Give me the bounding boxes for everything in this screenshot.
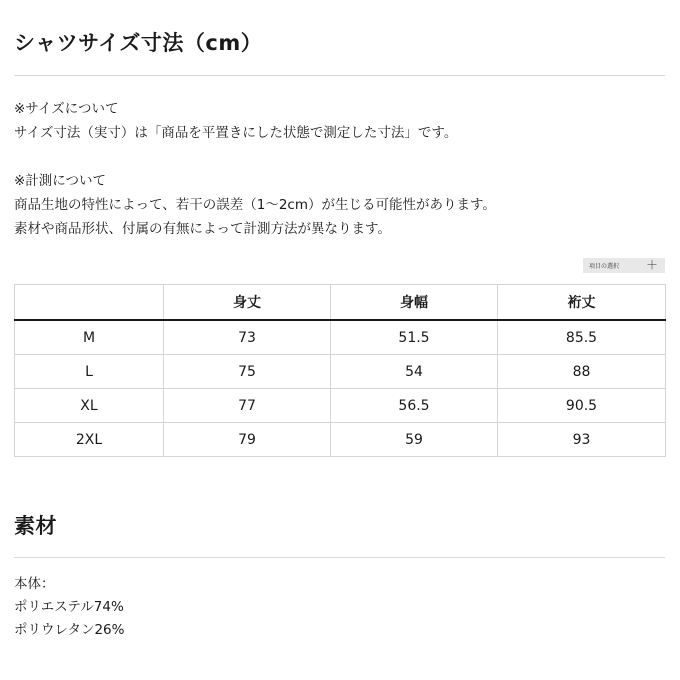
body-length-cell: 79 xyxy=(164,423,331,457)
note-line-measure-error: 商品生地の特性によって、若干の誤差（1〜2cm）が生じる可能性があります。 xyxy=(14,197,496,213)
table-header-row xyxy=(15,285,666,321)
table-row xyxy=(15,320,666,355)
body-length-cell: 75 xyxy=(164,355,331,389)
note-line-size-description: サイズ寸法（実寸）は「商品を平置きにした状態で測定した寸法」です。 xyxy=(14,125,458,141)
material-polyester: ポリエステル74% xyxy=(14,599,124,615)
note-line-measure-method: 素材や商品形状、付属の有無によって計測方法が異なります。 xyxy=(14,221,391,237)
select-columns-label: 項目の選択 xyxy=(589,263,620,270)
material-list xyxy=(14,573,124,642)
body-length-cell: 77 xyxy=(164,389,331,423)
size-table xyxy=(14,284,666,457)
size-cell: XL xyxy=(15,389,164,423)
plus-icon: ＋ xyxy=(645,258,658,272)
body-width-cell: 54 xyxy=(331,355,498,389)
note-line-spacer xyxy=(14,145,496,169)
size-cell: M xyxy=(15,320,164,355)
body-width-cell: 59 xyxy=(331,423,498,457)
size-section-title: シャツサイズ寸法（cm） xyxy=(14,31,263,55)
select-columns-button[interactable] xyxy=(583,258,665,273)
header-sleeve-length: 裄丈 xyxy=(498,285,666,321)
table-row xyxy=(15,389,666,423)
header-size xyxy=(15,285,164,321)
size-cell: L xyxy=(15,355,164,389)
table-row xyxy=(15,355,666,389)
sleeve-length-cell: 85.5 xyxy=(498,320,666,355)
size-section-divider xyxy=(14,75,665,76)
note-line-measure-heading: ※計測について xyxy=(14,173,107,189)
size-notes xyxy=(14,97,496,241)
header-body-width: 身幅 xyxy=(331,285,498,321)
sleeve-length-cell: 93 xyxy=(498,423,666,457)
body-width-cell: 56.5 xyxy=(331,389,498,423)
size-cell: 2XL xyxy=(15,423,164,457)
material-section-title: 素材 xyxy=(14,514,57,538)
material-body-label: 本体： xyxy=(14,576,55,592)
material-polyurethane: ポリウレタン26% xyxy=(14,622,125,638)
material-section-divider xyxy=(14,557,665,558)
header-body-length: 身丈 xyxy=(164,285,331,321)
table-row xyxy=(15,423,666,457)
sleeve-length-cell: 88 xyxy=(498,355,666,389)
sleeve-length-cell: 90.5 xyxy=(498,389,666,423)
body-length-cell: 73 xyxy=(164,320,331,355)
body-width-cell: 51.5 xyxy=(331,320,498,355)
note-line-size-heading: ※サイズについて xyxy=(14,101,119,117)
